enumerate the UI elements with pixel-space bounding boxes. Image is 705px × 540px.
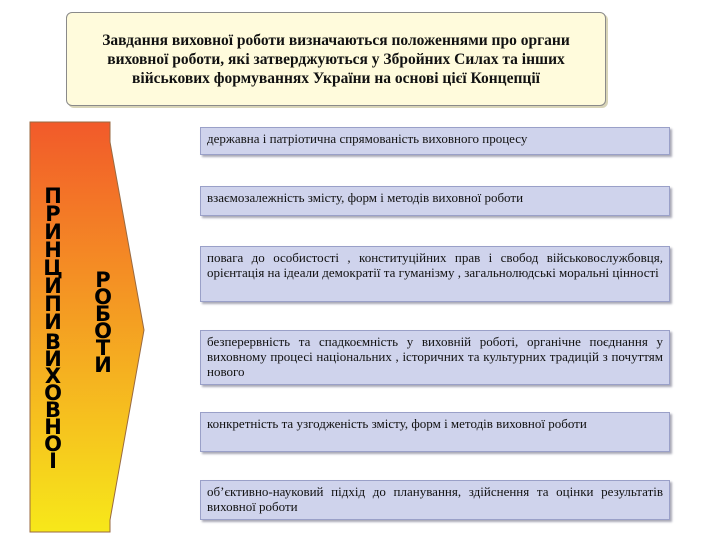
- vertical-letter: И: [44, 310, 62, 334]
- vertical-letter: О: [44, 432, 62, 456]
- vertical-letter: О: [94, 319, 112, 343]
- vertical-letter: П: [44, 292, 62, 316]
- principle-item-3: повага до особистості , конституційних прав і свобод військовослужбовця, орієнтація на ідеали демократії та гуманізму , загальнолюдські моральні цінності: [200, 246, 670, 302]
- concept-header-box: [66, 12, 606, 106]
- principle-item-5: конкретність та узгодженість змісту, форм і методів виховної роботи: [200, 412, 670, 452]
- vertical-word-work: [88, 268, 118, 377]
- vertical-letter: В: [44, 398, 61, 422]
- vertical-word-principles: [38, 184, 68, 334]
- vertical-letter: Н: [44, 238, 62, 262]
- principle-item-6: об’єктивно-науковий підхід до планування, здійснення та оцінки результатів виховної роботи: [200, 480, 670, 520]
- vertical-letter: О: [44, 381, 62, 405]
- vertical-letter: Х: [44, 364, 62, 388]
- vertical-letter: Р: [95, 268, 111, 292]
- vertical-letter: Т: [95, 336, 111, 360]
- vertical-letter: И: [94, 353, 112, 377]
- vertical-letter: Н: [44, 415, 62, 439]
- principle-item-1: державна і патріотична спрямованість виховного процесу: [200, 127, 670, 155]
- vertical-letter: Б: [94, 302, 111, 326]
- vertical-letter: И: [44, 220, 62, 244]
- vertical-letter: Р: [45, 202, 61, 226]
- vertical-letter: П: [44, 184, 62, 208]
- principle-item-2: взаємозалежність змісту, форм і методів виховної роботи: [200, 186, 670, 216]
- vertical-word-educational: [38, 330, 68, 473]
- vertical-letter: О: [94, 285, 112, 309]
- vertical-letter: И: [44, 274, 62, 298]
- vertical-letter: Ї: [49, 449, 57, 473]
- principle-item-4: безперервність та спадкоємність у виховній роботі, органічне поєднання у виховному процесі національних , історичних та культурних традицій з почуттям нового: [200, 330, 670, 385]
- vertical-letter: И: [44, 347, 62, 371]
- vertical-letter: В: [44, 330, 61, 354]
- vertical-letter: Ц: [43, 256, 63, 280]
- header-text: Завдання виховної роботи визначаються положеннями про органи виховної роботи, які затверджуються у Збройних Силах та інших військових формуваннях України на основі цієї Концепції: [102, 31, 570, 87]
